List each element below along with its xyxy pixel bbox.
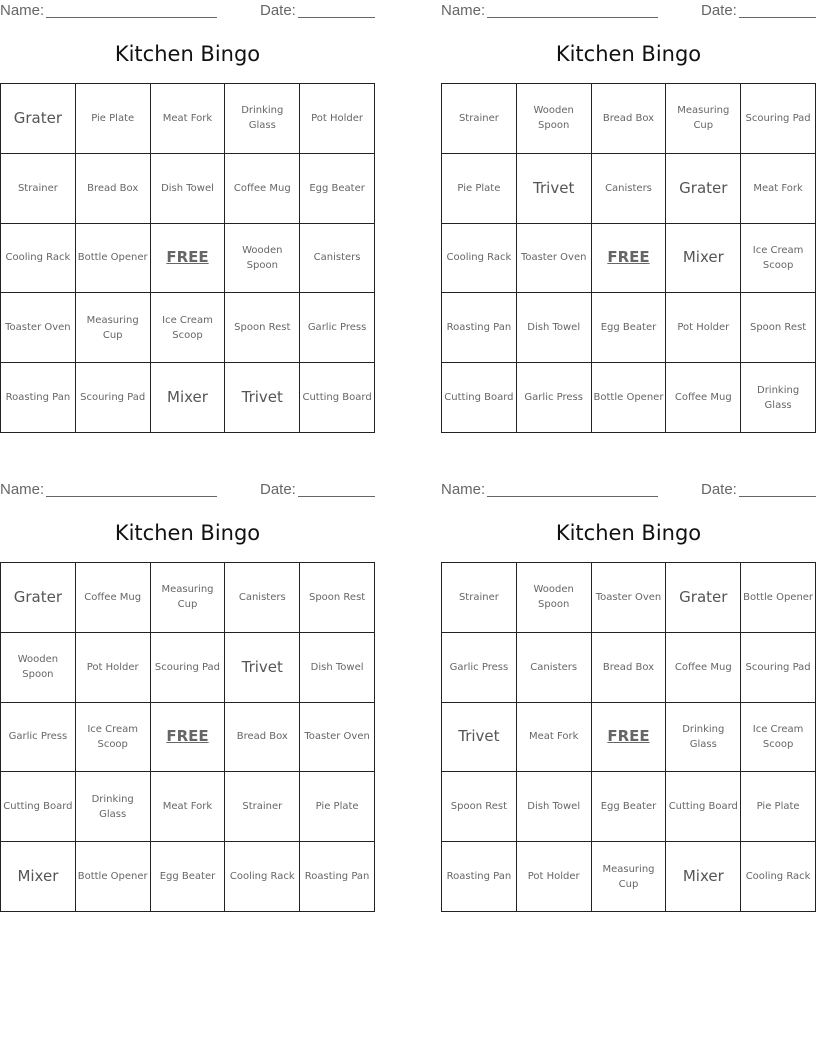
card-header xyxy=(0,479,375,501)
bingo-cell: Wooden Spoon xyxy=(517,563,592,633)
bingo-cell: Drinking Glass xyxy=(741,363,816,433)
bingo-cell: Measuring Cup xyxy=(151,563,226,633)
bingo-cell: Mixer xyxy=(151,363,226,433)
bingo-cell: Cutting Board xyxy=(300,363,375,433)
bingo-cell: Bread Box xyxy=(592,633,667,703)
bingo-cell: Grater xyxy=(1,84,76,154)
bingo-cell: Cooling Rack xyxy=(225,842,300,912)
bingo-cell: Strainer xyxy=(1,154,76,224)
bingo-cell: Bread Box xyxy=(225,703,300,773)
bingo-cell: Garlic Press xyxy=(1,703,76,773)
bingo-cell: Pie Plate xyxy=(76,84,151,154)
bingo-cell: Trivet xyxy=(225,363,300,433)
bingo-cell: Strainer xyxy=(442,563,517,633)
free-space-cell: FREE xyxy=(151,703,226,773)
name-line xyxy=(487,496,658,497)
bingo-cell: Pot Holder xyxy=(76,633,151,703)
bingo-cell: Pot Holder xyxy=(517,842,592,912)
bingo-cell: Trivet xyxy=(442,703,517,773)
bingo-cell: Pie Plate xyxy=(442,154,517,224)
card-title: Kitchen Bingo xyxy=(114,42,261,66)
bingo-cell: Canisters xyxy=(300,224,375,294)
bingo-cell: Roasting Pan xyxy=(1,363,76,433)
bingo-cell: Roasting Pan xyxy=(300,842,375,912)
card-title: Kitchen Bingo xyxy=(555,42,702,66)
date-label: Date: xyxy=(260,2,296,19)
bingo-cell: Dish Towel xyxy=(517,293,592,363)
bingo-cell: Roasting Pan xyxy=(442,842,517,912)
bingo-cell: Pie Plate xyxy=(741,772,816,842)
name-line xyxy=(46,17,217,18)
bingo-cell: Coffee Mug xyxy=(666,633,741,703)
bingo-cell: Bottle Opener xyxy=(741,563,816,633)
bingo-cell: Spoon Rest xyxy=(300,563,375,633)
bingo-cell: Scouring Pad xyxy=(741,633,816,703)
bingo-cell: Mixer xyxy=(666,842,741,912)
bingo-grid xyxy=(0,83,375,433)
bingo-cell: Meat Fork xyxy=(741,154,816,224)
bingo-cell: Cutting Board xyxy=(666,772,741,842)
bingo-cell: Meat Fork xyxy=(151,84,226,154)
bingo-cell: Ice Cream Scoop xyxy=(741,224,816,294)
date-line xyxy=(739,496,816,497)
bingo-cell: Measuring Cup xyxy=(592,842,667,912)
bingo-cell: Dish Towel xyxy=(300,633,375,703)
bingo-cell: Cutting Board xyxy=(1,772,76,842)
bingo-cell: Wooden Spoon xyxy=(225,224,300,294)
free-space-cell: FREE xyxy=(151,224,226,294)
bingo-cell: Egg Beater xyxy=(151,842,226,912)
bingo-cell: Canisters xyxy=(517,633,592,703)
free-space-cell: FREE xyxy=(592,703,667,773)
bingo-cell: Egg Beater xyxy=(592,772,667,842)
bingo-cell: Egg Beater xyxy=(592,293,667,363)
bingo-cell: Cooling Rack xyxy=(1,224,76,294)
bingo-cell: Wooden Spoon xyxy=(1,633,76,703)
bingo-cell: Spoon Rest xyxy=(225,293,300,363)
bingo-cell: Toaster Oven xyxy=(517,224,592,294)
bingo-cell: Scouring Pad xyxy=(76,363,151,433)
date-line xyxy=(298,496,375,497)
bingo-cell: Toaster Oven xyxy=(592,563,667,633)
bingo-cell: Ice Cream Scoop xyxy=(151,293,226,363)
date-label: Date: xyxy=(701,481,737,498)
bingo-cell: Toaster Oven xyxy=(300,703,375,773)
bingo-cell: Ice Cream Scoop xyxy=(76,703,151,773)
bingo-cell: Cutting Board xyxy=(442,363,517,433)
bingo-cell: Mixer xyxy=(1,842,76,912)
card-title: Kitchen Bingo xyxy=(114,521,261,545)
bingo-cell: Measuring Cup xyxy=(666,84,741,154)
bingo-cell: Pie Plate xyxy=(300,772,375,842)
bingo-cell: Toaster Oven xyxy=(1,293,76,363)
bingo-cell: Wooden Spoon xyxy=(517,84,592,154)
bingo-cell: Garlic Press xyxy=(517,363,592,433)
bingo-grid xyxy=(441,83,816,433)
bingo-cell: Coffee Mug xyxy=(225,154,300,224)
name-label: Name: xyxy=(441,481,486,498)
bingo-cell: Pot Holder xyxy=(666,293,741,363)
bingo-cell: Canisters xyxy=(225,563,300,633)
bingo-cell: Pot Holder xyxy=(300,84,375,154)
bingo-cell: Garlic Press xyxy=(442,633,517,703)
bingo-cell: Coffee Mug xyxy=(666,363,741,433)
bingo-cell: Bread Box xyxy=(592,84,667,154)
bingo-cell: Scouring Pad xyxy=(151,633,226,703)
bingo-cell: Mixer xyxy=(666,224,741,294)
name-line xyxy=(487,17,658,18)
bingo-cell: Cooling Rack xyxy=(442,224,517,294)
bingo-cell: Spoon Rest xyxy=(442,772,517,842)
bingo-cell: Bottle Opener xyxy=(592,363,667,433)
bingo-cell: Spoon Rest xyxy=(741,293,816,363)
bingo-cell: Coffee Mug xyxy=(76,563,151,633)
bingo-cell: Cooling Rack xyxy=(741,842,816,912)
bingo-cell: Dish Towel xyxy=(517,772,592,842)
bingo-cell: Garlic Press xyxy=(300,293,375,363)
name-line xyxy=(46,496,217,497)
card-header xyxy=(441,0,816,22)
bingo-cell: Bottle Opener xyxy=(76,224,151,294)
bingo-cell: Dish Towel xyxy=(151,154,226,224)
date-label: Date: xyxy=(260,481,296,498)
bingo-grid xyxy=(441,562,816,912)
date-label: Date: xyxy=(701,2,737,19)
date-line xyxy=(739,17,816,18)
bingo-cell: Grater xyxy=(1,563,76,633)
bingo-cell: Measuring Cup xyxy=(76,293,151,363)
card-header xyxy=(441,479,816,501)
name-label: Name: xyxy=(441,2,486,19)
bingo-cell: Trivet xyxy=(517,154,592,224)
bingo-grid xyxy=(0,562,375,912)
bingo-cell: Grater xyxy=(666,563,741,633)
name-label: Name: xyxy=(0,481,45,498)
free-space-cell: FREE xyxy=(592,224,667,294)
bingo-cell: Drinking Glass xyxy=(666,703,741,773)
bingo-cell: Bottle Opener xyxy=(76,842,151,912)
bingo-cell: Drinking Glass xyxy=(225,84,300,154)
bingo-cell: Scouring Pad xyxy=(741,84,816,154)
bingo-cell: Bread Box xyxy=(76,154,151,224)
bingo-cell: Strainer xyxy=(225,772,300,842)
bingo-cell: Meat Fork xyxy=(517,703,592,773)
card-header xyxy=(0,0,375,22)
bingo-cell: Meat Fork xyxy=(151,772,226,842)
name-label: Name: xyxy=(0,2,45,19)
bingo-cell: Canisters xyxy=(592,154,667,224)
bingo-cell: Strainer xyxy=(442,84,517,154)
date-line xyxy=(298,17,375,18)
bingo-cell: Drinking Glass xyxy=(76,772,151,842)
bingo-cell: Roasting Pan xyxy=(442,293,517,363)
bingo-cell: Trivet xyxy=(225,633,300,703)
card-title: Kitchen Bingo xyxy=(555,521,702,545)
bingo-cell: Grater xyxy=(666,154,741,224)
bingo-cell: Ice Cream Scoop xyxy=(741,703,816,773)
bingo-cell: Egg Beater xyxy=(300,154,375,224)
